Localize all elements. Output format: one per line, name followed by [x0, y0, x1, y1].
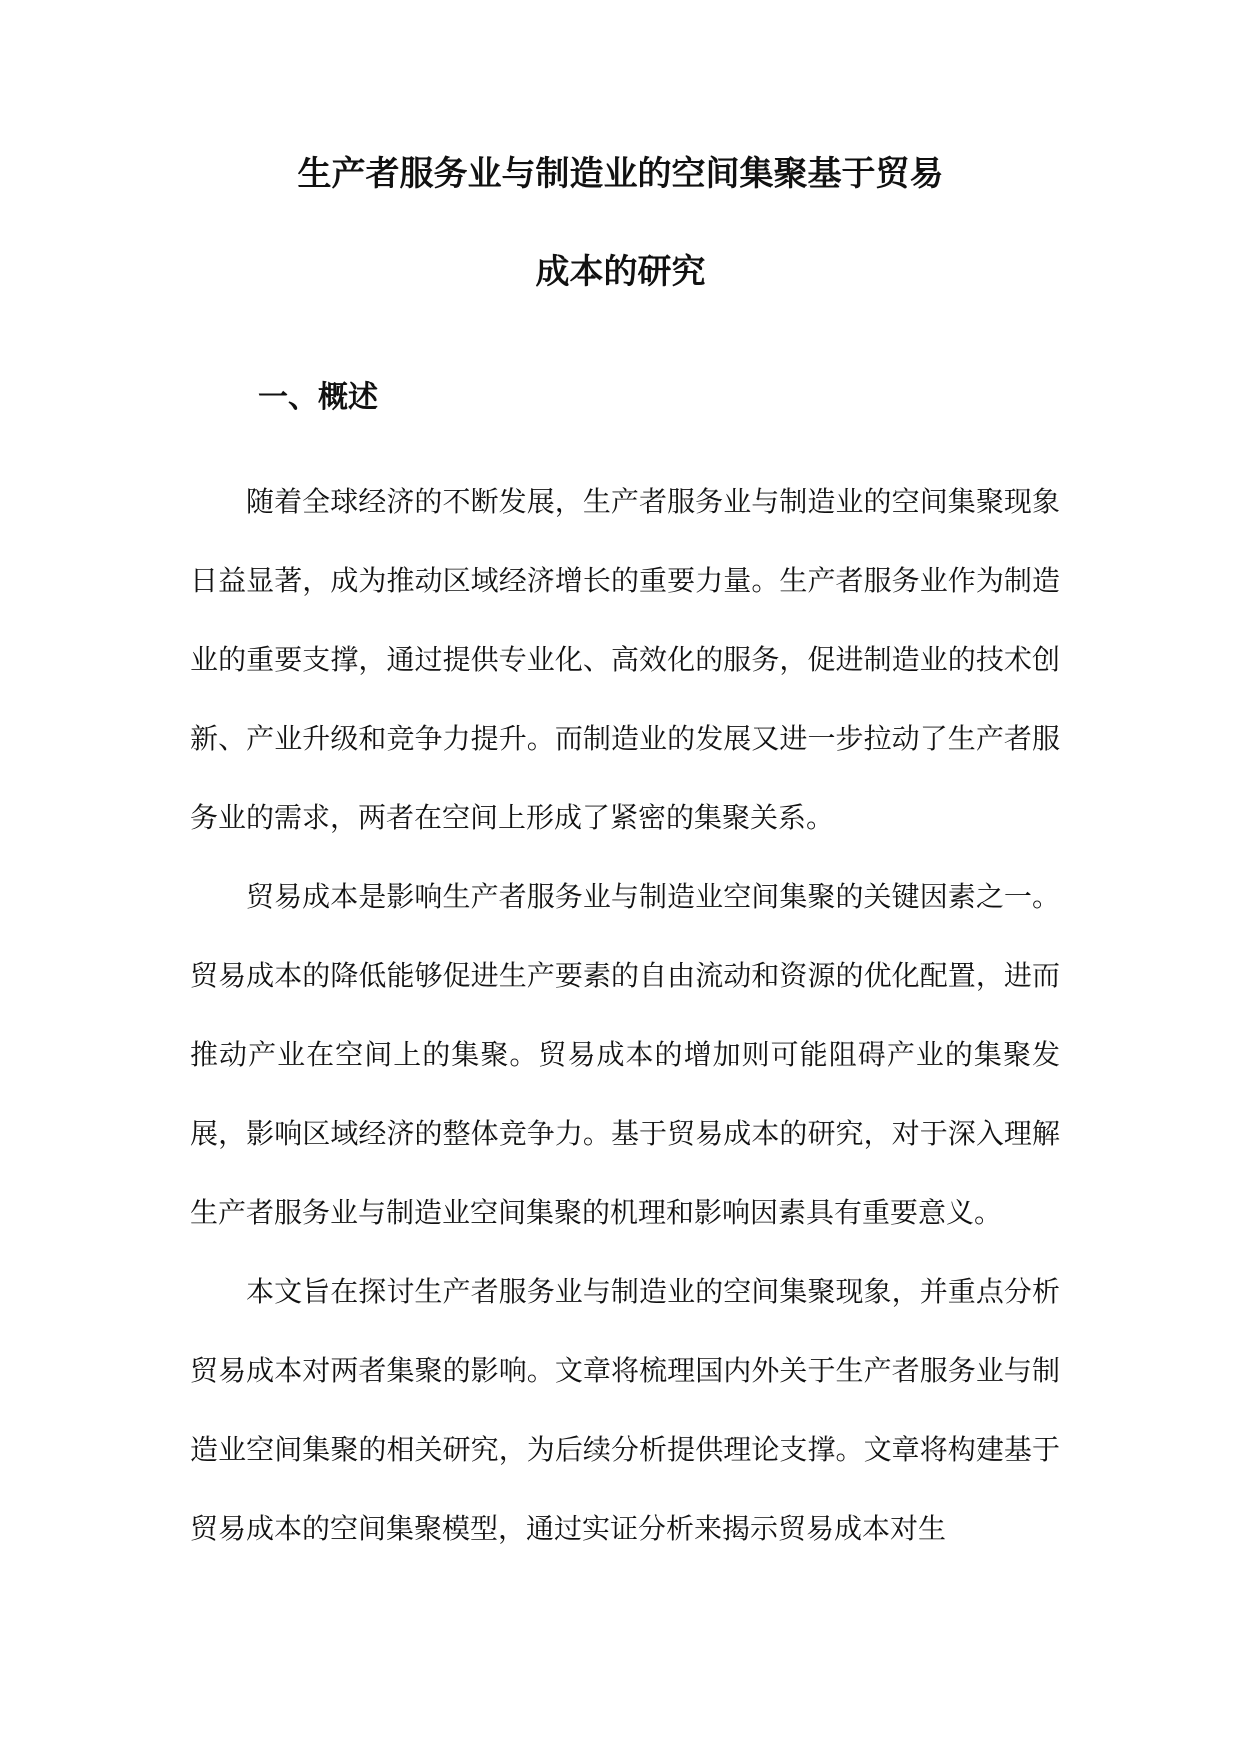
document-title-line-2: 成本的研究	[535, 252, 706, 292]
paragraph-1: 随着全球经济的不断发展，生产者服务业与制造业的空间集聚现象日益显著，成为推动区域经济增长的重要力量。生产者服务业作为制造业的重要支撑，通过提供专业化、高效化的服务，促进制造业的技术创新、产业升级和竞争力提升。而制造业的发展又进一步拉动了生产者服务业的需求，两者在空间上形成了紧密的集聚关系。	[190, 485, 1060, 834]
document-body	[190, 462, 1060, 1568]
paragraph-3: 本文旨在探讨生产者服务业与制造业的空间集聚现象，并重点分析贸易成本对两者集聚的影响。文章将梳理国内外关于生产者服务业与制造业空间集聚的相关研究，为后续分析提供理论支撑。文章将构建基于贸易成本的空间集聚模型，通过实证分析来揭示贸易成本对生	[190, 1275, 1060, 1545]
paragraph-2: 贸易成本是影响生产者服务业与制造业空间集聚的关键因素之一。贸易成本的降低能够促进生产要素的自由流动和资源的优化配置，进而推动产业在空间上的集聚。贸易成本的增加则可能阻碍产业的集聚发展，影响区域经济的整体竞争力。基于贸易成本的研究，对于深入理解生产者服务业与制造业空间集聚的机理和影响因素具有重要意义。	[190, 880, 1060, 1229]
section-heading: 一、概述	[258, 380, 378, 415]
document-title-line-1: 生产者服务业与制造业的空间集聚基于贸易	[297, 154, 944, 194]
